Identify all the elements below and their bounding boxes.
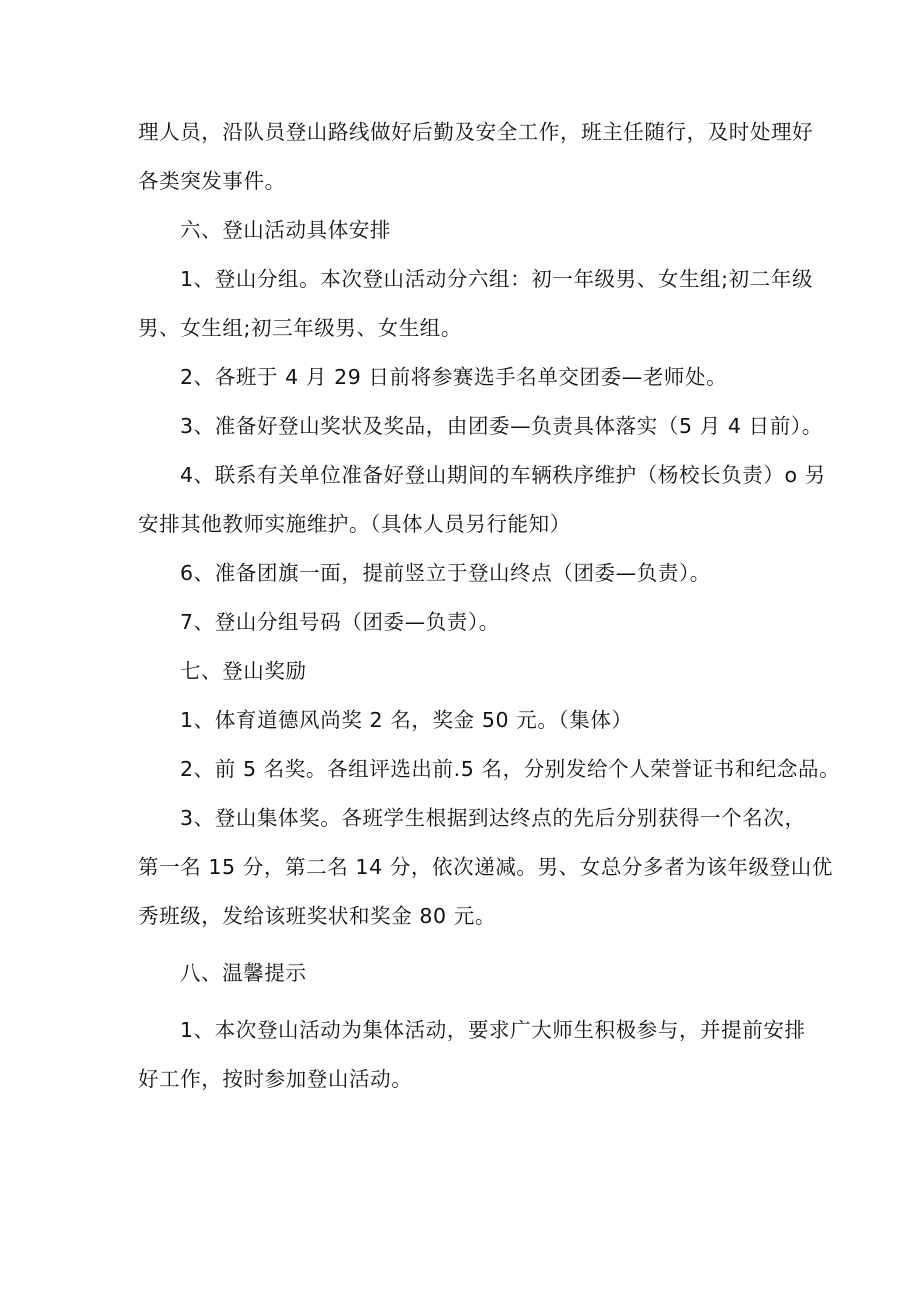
- paragraph-line: 秀班级，发给该班奖状和奖金 80 元。: [138, 904, 497, 928]
- paragraph-line: 2、前 5 名奖。各组评选出前.5 名，分别发给个人荣誉证书和纪念品。: [180, 757, 841, 781]
- paragraph-line: 理人员，沿队员登山路线做好后勤及安全工作，班主任随行，及时处理好: [138, 120, 814, 144]
- paragraph-line: 好工作，按时参加登山活动。: [138, 1067, 413, 1091]
- paragraph-line: 1、体育道德风尚奖 2 名，奖金 50 元。（集体）: [180, 708, 633, 732]
- paragraph-line: 1、本次登山活动为集体活动，要求广大师生积极参与，并提前安排: [180, 1018, 806, 1042]
- paragraph-line: 各类突发事件。: [138, 169, 286, 193]
- paragraph-line: 男、女生组;初三年级男、女生组。: [138, 316, 463, 340]
- section-heading: 六、登山活动具体安排: [180, 218, 391, 242]
- section-heading: 七、登山奖励: [180, 659, 307, 683]
- paragraph-line: 6、准备团旗一面，提前竖立于登山终点（团委—负责）。: [180, 561, 711, 585]
- paragraph-line: 7、登山分组号码（团委—负责）。: [180, 610, 500, 634]
- section-heading: 八、温馨提示: [180, 961, 307, 985]
- paragraph-line: 第一名 15 分，第二名 14 分，依次递减。男、女总分多者为该年级登山优: [138, 855, 833, 879]
- paragraph-line: 3、登山集体奖。各班学生根据到达终点的先后分别获得一个名次，: [180, 806, 806, 830]
- paragraph-line: 2、各班于 4 月 29 日前将参赛选手名单交团委—老师处。: [180, 365, 728, 389]
- paragraph-line: 安排其他教师实施维护。（具体人员另行能知）: [138, 512, 571, 536]
- paragraph-line: 4、联系有关单位准备好登山期间的车辆秩序维护（杨校长负责）o 另: [180, 463, 826, 487]
- paragraph-line: 3、准备好登山奖状及奖品，由团委—负责具体落实（5 月 4 日前）。: [180, 414, 823, 438]
- paragraph-line: 1、登山分组。本次登山活动分六组：初一年级男、女生组;初二年级: [180, 267, 814, 291]
